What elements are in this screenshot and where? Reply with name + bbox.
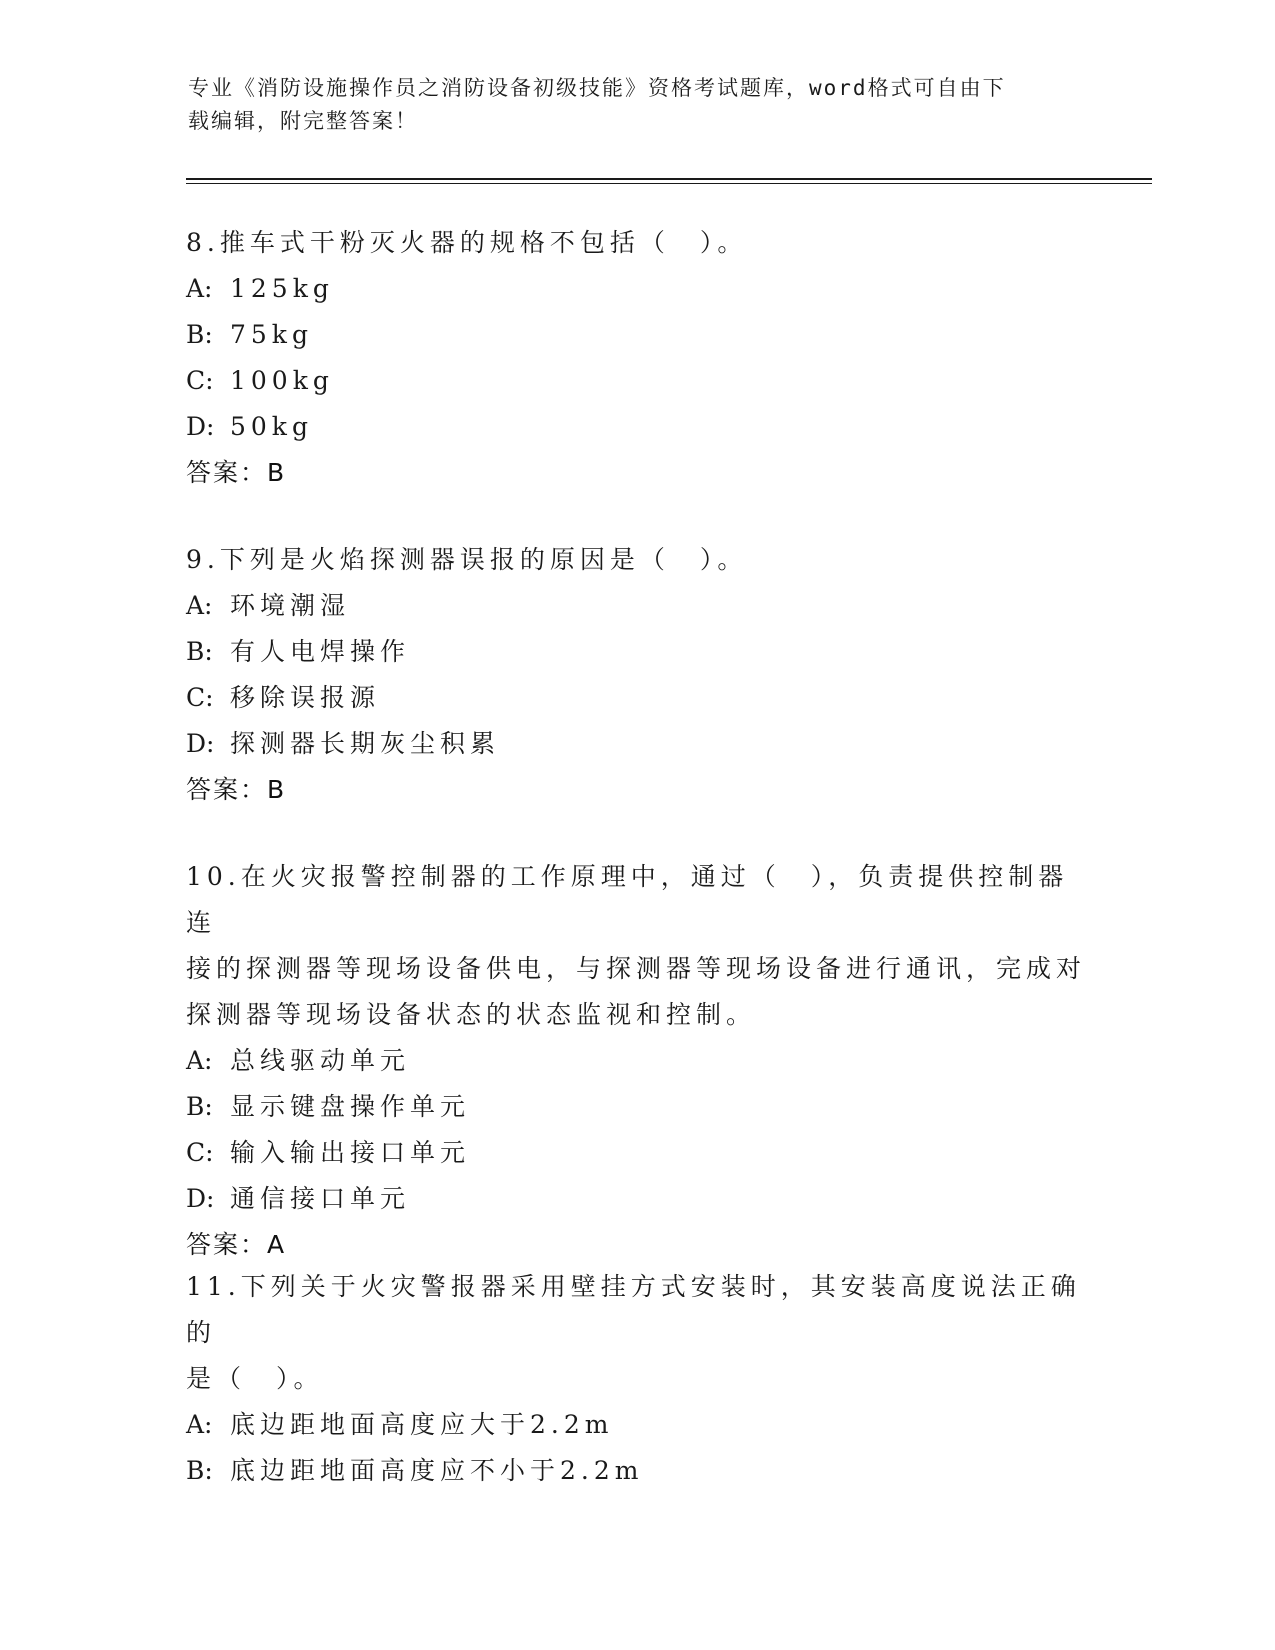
option-letter: B: xyxy=(186,1456,213,1485)
question-stem-line-1: 10.在火灾报警控制器的工作原理中，通过（ ），负责提供控制器连 xyxy=(186,862,1069,937)
option-c xyxy=(186,1130,1086,1176)
option-text: 底边距地面高度应不小于2.2m xyxy=(230,1456,644,1485)
question-stem: 8.推车式干粉灭火器的规格不包括（ ）。 xyxy=(186,228,748,257)
option-text: 总线驱动单元 xyxy=(230,1046,411,1075)
header-line-2: 载编辑，附完整答案！ xyxy=(188,109,418,133)
option-b xyxy=(186,1448,1086,1494)
option-letter: A: xyxy=(186,1046,213,1075)
option-letter: C: xyxy=(186,1138,214,1167)
option-a xyxy=(186,1038,1086,1084)
option-b xyxy=(186,312,1086,358)
option-b xyxy=(186,629,1086,675)
option-d xyxy=(186,404,1086,450)
option-letter: A: xyxy=(186,274,213,303)
header-line-1: 专业《消防设施操作员之消防设备初级技能》资格考试题库，word格式可自由下 xyxy=(188,76,1006,100)
document-header xyxy=(188,72,1088,138)
option-letter: B: xyxy=(186,1092,213,1121)
option-letter: A: xyxy=(186,591,213,620)
option-a xyxy=(186,1402,1086,1448)
option-a xyxy=(186,583,1086,629)
question-stem-line-2: 接的探测器等现场设备供电，与探测器等现场设备进行通讯，完成对 xyxy=(186,954,1087,983)
option-text: 输入输出接口单元 xyxy=(230,1138,471,1167)
option-d xyxy=(186,1176,1086,1222)
option-text: 底边距地面高度应大于2.2m xyxy=(230,1410,614,1439)
option-c xyxy=(186,358,1086,404)
option-text: 100kg xyxy=(230,366,334,395)
option-a xyxy=(186,266,1086,312)
question-8 xyxy=(186,220,1086,496)
question-stem-line-1: 11.下列关于火灾警报器采用壁挂方式安装时，其安装高度说法正确的 xyxy=(186,1272,1081,1347)
header-divider-thick xyxy=(186,178,1152,180)
option-letter: C: xyxy=(186,683,214,712)
option-letter: D: xyxy=(186,729,215,758)
question-stem-line-3: 探测器等现场设备状态的状态监视和控制。 xyxy=(186,1000,757,1029)
option-text: 50kg xyxy=(230,412,313,441)
option-text: 通信接口单元 xyxy=(230,1184,411,1213)
option-letter: C: xyxy=(186,366,214,395)
answer-label: 答案：B xyxy=(186,458,287,487)
option-letter: A: xyxy=(186,1410,213,1439)
option-text: 环境潮湿 xyxy=(230,591,351,620)
question-11 xyxy=(186,1264,1086,1494)
option-text: 探测器长期灰尘积累 xyxy=(230,729,501,758)
option-text: 125kg xyxy=(230,274,334,303)
option-text: 有人电焊操作 xyxy=(230,637,411,666)
answer-label: 答案：A xyxy=(186,1230,287,1259)
option-text: 移除误报源 xyxy=(230,683,381,712)
option-letter: B: xyxy=(186,637,213,666)
option-text: 75kg xyxy=(230,320,313,349)
option-c xyxy=(186,675,1086,721)
answer-label: 答案：B xyxy=(186,775,287,804)
question-stem-line-2: 是（ ）。 xyxy=(186,1364,324,1393)
question-10 xyxy=(186,854,1086,1268)
option-text: 显示键盘操作单元 xyxy=(230,1092,471,1121)
option-b xyxy=(186,1084,1086,1130)
question-9 xyxy=(186,537,1086,813)
option-d xyxy=(186,721,1086,767)
question-stem: 9.下列是火焰探测器误报的原因是（ ）。 xyxy=(186,545,748,574)
option-letter: D: xyxy=(186,412,215,441)
option-letter: B: xyxy=(186,320,213,349)
header-divider-thin xyxy=(186,183,1152,184)
option-letter: D: xyxy=(186,1184,215,1213)
